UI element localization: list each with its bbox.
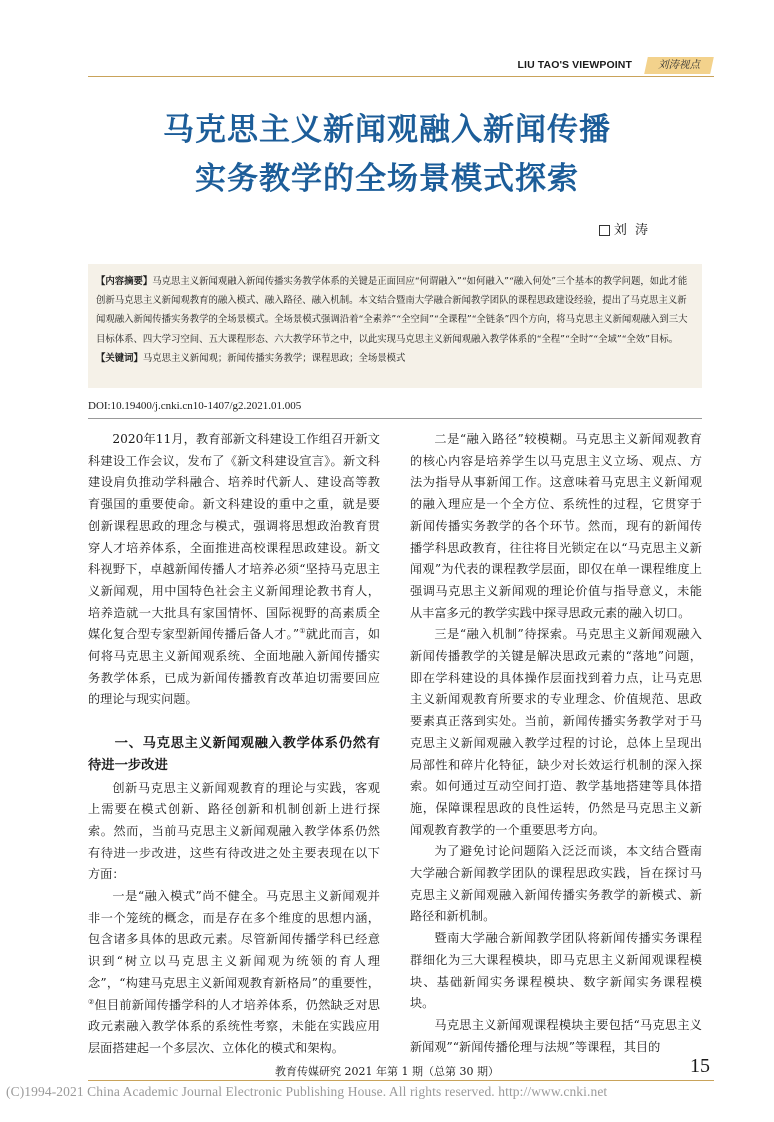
- abstract-paragraph: [96, 272, 694, 349]
- author-name: 刘 涛: [613, 223, 650, 238]
- paragraph-text: 2020年11月，教育部新文科建设工作组召开新文科建设工作会议，发布了《新文科建设宣言》。新文科建设肩负推动学科融合、培养时代新人、建设高等教育强国的重要使命。新文科建设的重中之重，就是要创新课程思政的理念与模式，强调将思想政治教育贯穿人才培养体系，全面推进高校课程思政建设。新文科视野下，卓越新闻传播人才培养必须“坚持马克思主义新闻观，用中国特色社会主义新闻理论教书育人，培养造就一大批具有家国情怀、国际视野的高素质全媒化复合型专家型新闻传播后备人才。”: [88, 432, 380, 642]
- article-title: [60, 106, 714, 204]
- header-column-tag-label: 刘涛视点: [658, 59, 700, 71]
- footnote-ref: ①: [299, 627, 306, 636]
- keywords-text: 马克思主义新闻观；新闻传播实务教学；课程思政；全场景模式: [142, 352, 406, 364]
- doi-rule: [88, 418, 702, 419]
- paragraph-text: 一是“融入模式”尚不健全。马克思主义新闻观并非一个笼统的概念，而是存在多个维度的思想内涵，包含诸多具体的思政元素。尽管新闻传播学科已经意识到“树立以马克思主义新闻观为统领的育人理念”，“构建马克思主义新闻观教育新格局”的重要性，: [88, 889, 380, 990]
- paragraph: [88, 886, 380, 1060]
- doi: DOI:10.19400/j.cnki.cn10-1407/g2.2021.01.005: [88, 400, 302, 412]
- paragraph: 马克思主义新闻观课程模块主要包括“马克思主义新闻观”“新闻传播伦理与法规”等课程，其目的: [410, 1017, 702, 1054]
- article-title-line-2: 实务教学的全场景模式探索: [195, 161, 579, 197]
- footer-rule: [88, 1080, 714, 1081]
- paragraph: 暨南大学融合新闻教学团队将新闻传播实务课程群细化为三大课程模块，即马克思主义新闻观课程模块、基础新闻实务课程模块、数字新闻实务课程模块。: [410, 931, 702, 1011]
- right-column: [410, 429, 702, 1058]
- header-rule: [88, 76, 714, 77]
- article-title-line-1: 马克思主义新闻观融入新闻传播: [163, 112, 611, 148]
- copyright-line: (C)1994-2021 China Academic Journal Electronic Publishing House. All rights reserved. http://www.cnki.net: [6, 1084, 608, 1099]
- paragraph: [88, 429, 380, 711]
- section-heading: 一、马克思主义新闻观融入教学体系仍然有待进一步改进: [88, 736, 380, 773]
- author-box-icon: [599, 225, 610, 236]
- paragraph: 三是“融入机制”待探索。马克思主义新闻观融入新闻传播教学的关键是解决思政元素的“落地”问题，即在学科建设的具体操作层面找到着力点，让马克思主义新闻观教育所要求的专业理念、价值规范、思政要素真正落到实处。当前，新闻传播实务教学对于马克思主义新闻观融入教学过程的讨论，总体上呈现出局部性和碎片化特征，缺少对长效运行机制的深入探索。如何通过互动空间打造、教学基地搭建等具体措施，保障课程思政的良性运转，仍然是马克思主义新闻观教育教学的一个重要思考方向。: [410, 627, 702, 837]
- header-english-title: LIU TAO'S VIEWPOINT: [517, 59, 632, 71]
- abstract-text: 马克思主义新闻观融入新闻传播实务教学体系的关键是正面回应“何谓融入”“如何融入”“融入何处”三个基本的教学问题，如此才能创新马克思主义新闻观教育的融入模式、融入路径、融入机制。本文结合暨南大学融合新闻教学团队的课程思政建设经验，提出了马克思主义新闻观融入新闻传播实务教学的全场景模式。全场景模式强调沿着“全素养”“全空间”“全课程”“全链条”四个方向，将马克思主义新闻观融入到三大目标体系、四大学习空间、五大课程形态、六大教学环节之中，以此实现马克思主义新闻观融入教学体系的“全程”“全时”“全域”“全效”目标。: [96, 276, 688, 345]
- paragraph: 为了避免讨论问题陷入泛泛而谈，本文结合暨南大学融合新闻教学团队的课程思政实践，旨在探讨马克思主义新闻观融入新闻传播实务教学的新模式、新路径和新机制。: [410, 844, 702, 924]
- paragraph-text: 就此而言，如何将马克思主义新闻观系统、全面地融入新闻传播实务教学体系，已成为新闻传播教育改革迫切需要回应的理论与现实问题。: [88, 627, 381, 707]
- running-header: [0, 57, 774, 77]
- abstract-label: 【内容摘要】: [96, 276, 153, 287]
- paragraph: 创新马克思主义新闻观教育的理论与实践，客观上需要在模式创新、路径创新和机制创新上进行探索。然而，当前马克思主义新闻观融入教学体系仍然有待进一步改进，这些有待改进之处主要表现在以下方面：: [88, 780, 380, 882]
- author-line: [599, 219, 650, 238]
- abstract-box: [88, 264, 702, 388]
- keywords-paragraph: [96, 349, 694, 368]
- left-column: [88, 429, 380, 1060]
- keywords-label: 【关键词】: [96, 352, 143, 364]
- paragraph-text: 但目前新闻传播学科的人才培养体系，仍然缺乏对思政元素融入教学体系的系统性考察，未能在实践应用层面搭建起一个多层次、立体化的模式和架构。: [88, 997, 380, 1055]
- paragraph: 二是“融入路径”较模糊。马克思主义新闻观教育的核心内容是培养学生以马克思主义立场、观点、方法为指导从事新闻工作。这意味着马克思主义新闻观的融入理应是一个全方位、系统性的过程，它贯穿于新闻传播实务教学的各个环节。然而，现有的新闻传播学科思政教育，往往将目光锁定在以“马克思主义新闻观”为代表的课程教学层面，即仅在单一课程维度上强调马克思主义新闻观的理论价值与指导意义，未能从丰富多元的教学实践中探寻思政元素的融入切口。: [410, 432, 702, 620]
- page-number: 15: [690, 1055, 710, 1077]
- footnote-ref: ②: [88, 997, 95, 1006]
- header-column-tag: [644, 57, 714, 74]
- journal-footer: 教育传媒研究 2021 年第 1 期（总第 30 期）: [275, 1065, 499, 1078]
